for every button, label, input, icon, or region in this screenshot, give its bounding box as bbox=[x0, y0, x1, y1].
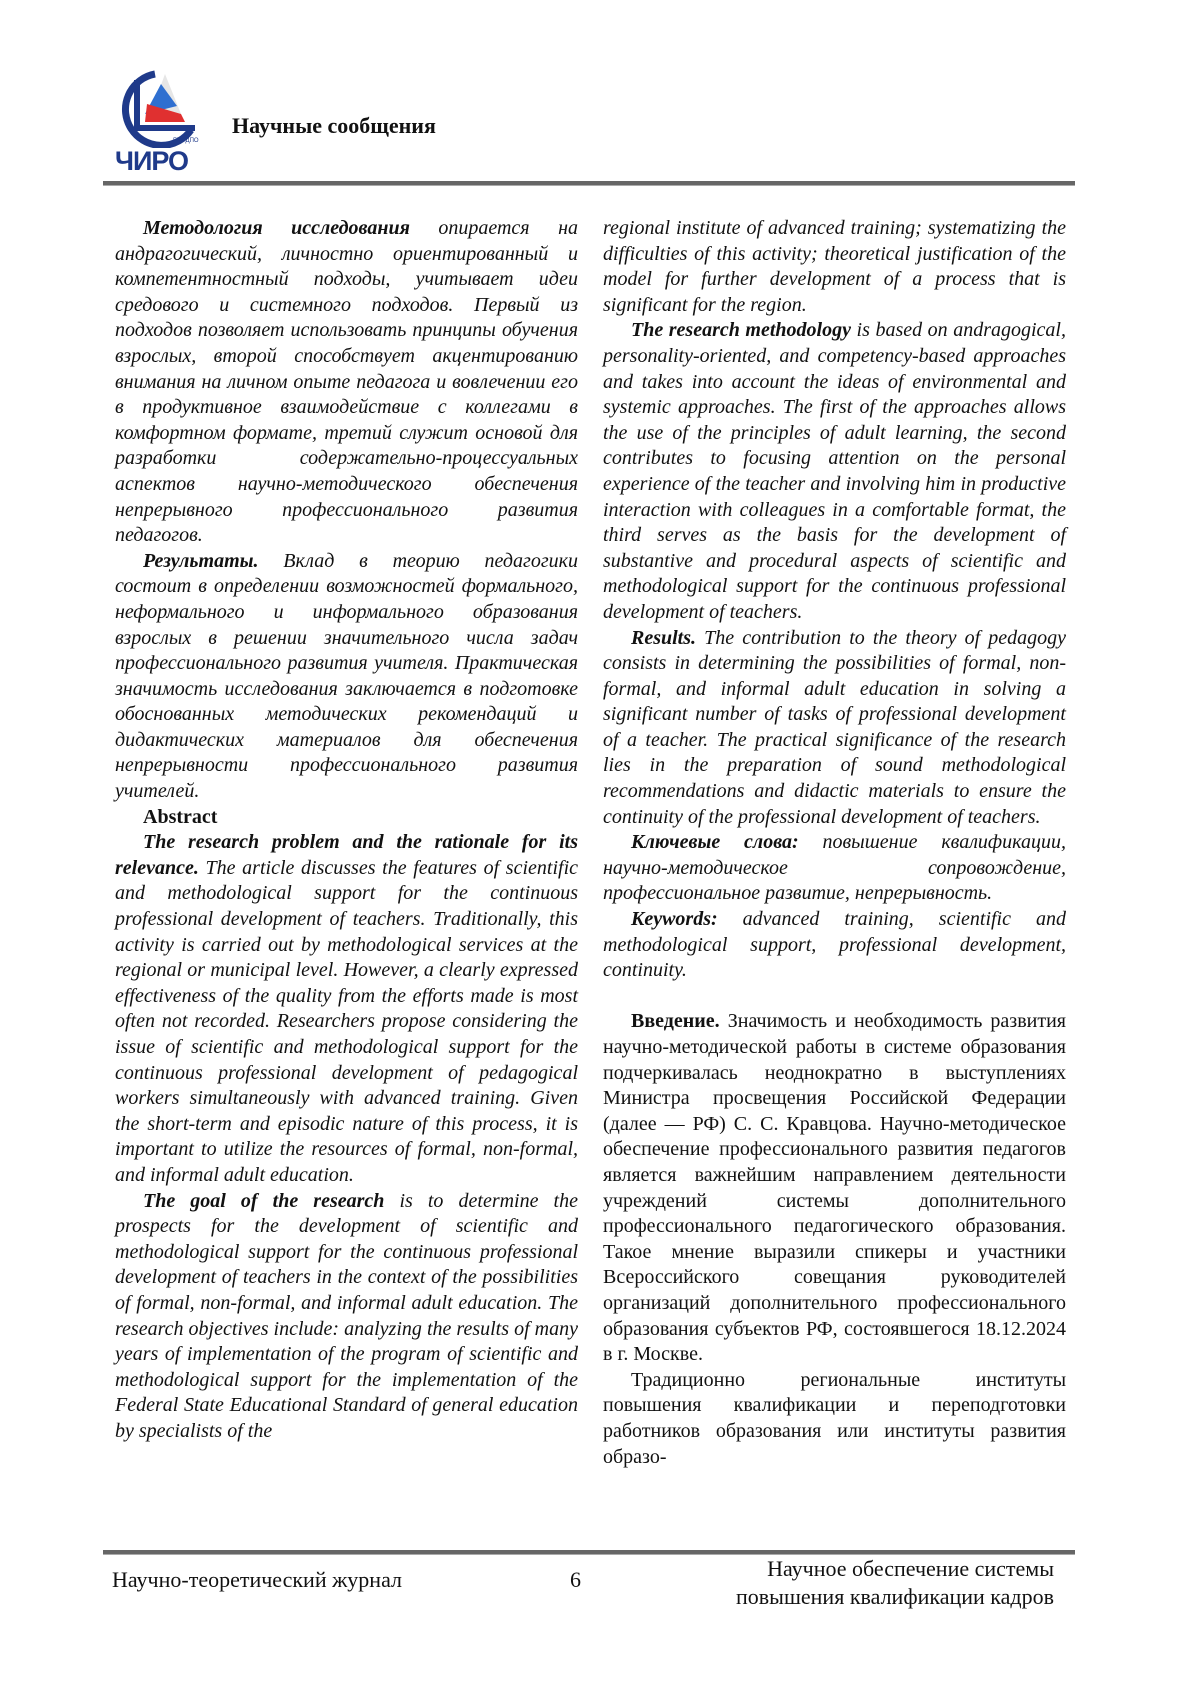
paragraph-lead: The research methodology bbox=[631, 319, 851, 341]
left-column bbox=[115, 216, 578, 1445]
header-rule bbox=[103, 181, 1075, 186]
journal-title: Научное обеспечение системы повышения квалификации кадров bbox=[736, 1555, 1054, 1611]
introduction-paragraph: Введение. Значимость и необходимость развития научно-методической работы в системе образования подчеркивалась неоднократно в выступлениях Министра просвещения Российской Федерации (далее — РФ) С. С. Кравцова. Научно-методическое обеспечение профессионального развития педагогов является важнейшим направлением деятельности учреждений системы дополнительного профессионального педагогического образования. Такое мнение выразили спикеры и участники Всероссийского совещания руководителей организаций дополнительного профессионального образования субъектов РФ, состоявшегося 18.12.2024 в г. Москве. bbox=[603, 1009, 1066, 1367]
spacer bbox=[603, 984, 1066, 1010]
chiro-logo bbox=[115, 70, 205, 175]
journal-name: Научно-теоретический журнал bbox=[112, 1567, 402, 1593]
section-title: Научные сообщения bbox=[232, 113, 436, 139]
keywords-en-paragraph: Keywords: advanced training, scientific and methodological support, professional development, continuity. bbox=[603, 907, 1066, 984]
paragraph-lead: Введение. bbox=[631, 1010, 720, 1032]
logo-text: ЧИРО bbox=[115, 146, 188, 177]
paragraph-lead: Методология исследования bbox=[143, 217, 410, 239]
page-number: 6 bbox=[570, 1567, 581, 1593]
abstract-heading: Abstract bbox=[115, 805, 578, 831]
paragraph-lead: The research problem and the rationale for its relevance. bbox=[115, 831, 578, 879]
continued-paragraph: regional institute of advanced training; systematizing the difficulties of this activity; theoretical justification of the model for further development of a process that is significant for the region. bbox=[603, 216, 1066, 318]
keywords-ru-paragraph: Ключевые слова: повышение квалификации, научно-методическое сопровождение, профессиональное развитие, непрерывность. bbox=[603, 830, 1066, 907]
methodology-ru-paragraph: Методология исследования опирается на андрагогический, личностно ориентированный и компетентностный подходы, учитывает идеи средового и системного подходов. Первый из подходов позволяет использовать принципы обучения взрослых, второй способствует акцентированию внимания на личном опыте педагога и вовлечении его в продуктивное взаимодействие с коллегами в комфортном формате, третий служит основой для разработки содержательно-процессуальных аспектов научно-методического обеспечения непрерывного профессионального развития педагогов. bbox=[115, 216, 578, 549]
paragraph-lead: Keywords: bbox=[631, 908, 718, 930]
paragraph-lead: The goal of the research bbox=[143, 1190, 384, 1212]
paragraph-lead: Ключевые слова: bbox=[631, 831, 799, 853]
logo-subtitle: ГБУ ДПО bbox=[173, 138, 199, 144]
research-problem-paragraph: The research problem and the rationale for its relevance. The article discusses the features of scientific and methodological support for the continuous professional development of teachers. Traditionally, this activity is carried out by methodological services at the regional or municipal level. However, a clearly expressed effectiveness of the quality from the efforts made is most often not recorded. Researchers propose considering the issue of scientific and methodological support for the continuous professional development of pedagogical workers simultaneously with advanced training. Given the short-term and episodic nature of this process, it is important to utilize the resources of formal, non-formal, and informal adult education. bbox=[115, 830, 578, 1188]
traditional-institutes-paragraph: Традиционно региональные институты повышения квалификации и переподготовки работников образования или институты развития образо- bbox=[603, 1368, 1066, 1470]
results-ru-paragraph: Результаты. Вклад в теорию педагогики состоит в определении возможностей формального, неформального и информального образования взрослых в решении значительного числа задач профессионального развития учителя. Практическая значимость исследования заключается в подготовке обоснованных методических рекомендаций и дидактических материалов для обеспечения непрерывности профессионального развития учителей. bbox=[115, 549, 578, 805]
paragraph-lead: Результаты. bbox=[143, 550, 259, 572]
logo-emblem-icon bbox=[115, 70, 205, 148]
results-en-paragraph: Results. The contribution to the theory of pedagogy consists in determining the possibilities of formal, non-formal, and informal adult education in solving a significant number of tasks of professional development of a teacher. The practical significance of the research lies in the preparation of sound methodological recommendations and didactic materials to ensure the continuity of the professional development of teachers. bbox=[603, 626, 1066, 831]
paragraph-lead: Results. bbox=[631, 627, 696, 649]
goal-paragraph: The goal of the research is to determine the prospects for the development of scientific and methodological support for the continuous professional development of teachers in the context of the possibilities of formal, non-formal, and informal adult education. The research objectives include: analyzing the results of many years of implementation of the program of scientific and methodological support for the implementation of the Federal State Educational Standard of general education by specialists of the bbox=[115, 1189, 578, 1445]
right-column bbox=[603, 216, 1066, 1470]
methodology-en-paragraph: The research methodology is based on andragogical, personality-oriented, and competency-based approaches and takes into account the ideas of environmental and systemic approaches. The first of the approaches allows the use of the principles of adult learning, the second contributes to focusing attention on the personal experience of the teacher and involving him in productive interaction with colleagues in a comfortable format, the third serves as the basis for the development of substantive and procedural aspects of scientific and methodological support for the continuous professional development of teachers. bbox=[603, 318, 1066, 625]
